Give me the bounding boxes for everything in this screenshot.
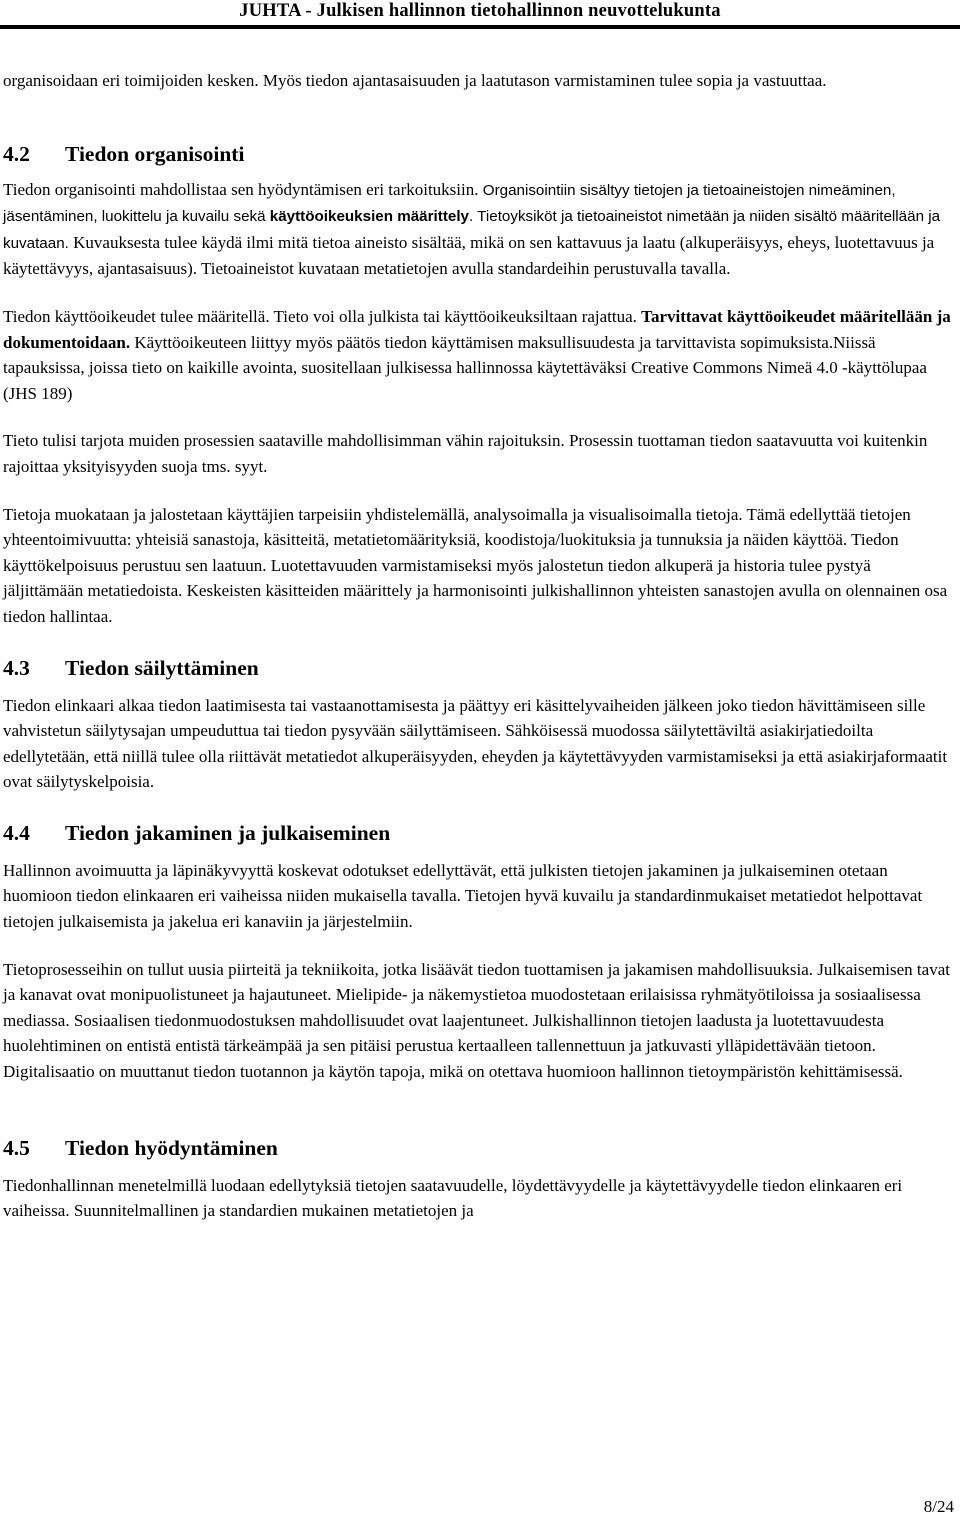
heading-number: 4.3 — [3, 655, 30, 680]
paragraph-organisointi — [3, 177, 953, 282]
document-body — [3, 68, 953, 1224]
paragraph-hyodyntaminen: Tiedonhallinnan menetelmillä luodaan edellytyksiä tietojen saatavuudelle, löydettävyydelle ja käytettävyydelle tiedon elinkaaren eri vaiheissa. Suunnitelmallinen ja standardien mukainen metatietojen ja — [3, 1175, 903, 1221]
heading-number: 4.2 — [3, 141, 30, 166]
heading-4-4 — [3, 820, 953, 846]
text-run: Käyttöoikeuteen liittyy myös päätös tiedon käyttämisen maksullisuudesta ja tarvittavista sopimuksista.Niissä tapauksissa, joissa tieto on kaikille avointa, suositellaan julkisessa hallinnossa käytettäväksi Creative Commons Nimeä 4.0 -käyttölupaa (JHS 189) — [3, 332, 927, 403]
heading-title: Tiedon organisointi — [65, 141, 245, 166]
heading-title: Tiedon säilyttäminen — [65, 655, 259, 680]
page-header: JUHTA - Julkisen hallinnon tietohallinnon neuvottelukunta — [239, 1, 721, 21]
page-number: 8/24 — [923, 1497, 954, 1516]
text-run: Tiedon organisointi mahdollistaa sen hyödyntämisen eri tarkoituksiin. — [3, 179, 483, 199]
heading-number: 4.5 — [3, 1135, 30, 1160]
intro-paragraph: organisoidaan eri toimijoiden kesken. Myös tiedon ajantasaisuuden ja laatutason varmistaminen tulee sopia ja vastuuttaa. — [3, 71, 827, 90]
paragraph-sailyttaminen: Tiedon elinkaari alkaa tiedon laatimisesta tai vastaanottamisesta ja päättyy eri käsittelyvaiheiden jälkeen joko tiedon hävittämiseen sille vahvistetun säilytysajan umpeuduttua tai tiedon pysyvään säilyttämiseen. Sähköisessä muodossa säilytettäviltä asiakirjatiedoilta edellytetään, että niillä tulee olla riittävät metatiedot alkuperäisyyden, eheyden ja käytettävyyden varmistamiseksi ja että asiakirjaformaatit ovat säilytyskelpoisia. — [3, 695, 948, 792]
heading-4-3 — [3, 655, 953, 681]
header-rule — [0, 25, 960, 29]
text-run: Tietoaineistot kuvataan metatietojen avulla standardeihin perustuvalla tavalla. — [197, 259, 731, 279]
text-run: Tiedon käyttöoikeudet tulee määritellä. Tieto voi olla julkista tai käyttöoikeuksiltaan rajattua. — [3, 306, 642, 326]
text-run: Kuvauksesta tulee käydä ilmi mitä tietoa aineisto sisältää, mikä on sen kattavuus ja laatu (alkuperäisyys, eheys, luotettavuus ja käytettävyys, ajantasaisuus). — [3, 232, 935, 279]
text-run-sans: Organisointiin sisältyy tietojen ja tietoaineistojen nimeäminen, jäsentäminen, luokittelu ja kuvailu sekä — [3, 181, 896, 226]
paragraph-saatavuus: Tieto tulisi tarjota muiden prosessien saataville mahdollisimman vähin rajoituksin. Prosessin tuottaman tiedon saatavuutta voi kuitenkin rajoittaa yksityisyyden suoja tms. syyt. — [3, 431, 928, 476]
bold-sentence: Tarvittavat käyttöoikeudet määritellään ja dokumentoidaan. — [3, 306, 951, 352]
heading-4-2 — [3, 141, 953, 167]
bold-term: käyttöoikeuksien määrittely — [269, 208, 469, 226]
paragraph-jalostus: Tietoja muokataan ja jalostetaan käyttäjien tarpeisiin yhdistelemällä, analysoimalla ja visualisoimalla tietoja. Tämä edellyttää tietojen yhteentoimivuutta: yhteisiä sanastoja, käsitteitä, metatietomäärityksiä, koodistoja/luokituksia ja tunnuksia ja näiden käyttöä. Tiedon käyttökelpoisuus perustuu sen laatuun. Luotettavuuden varmistamiseksi myös jalostetun tiedon alkuperä ja historia tulee pystyä jäljittämään metatiedoista. Keskeisten käsitteiden määrittely ja harmonisointi julkishallinnon yhteisten sanastojen avulla on olennainen osa tiedon hallintaa. — [3, 504, 948, 626]
paragraph-avoimuus: Hallinnon avoimuutta ja läpinäkyvyyttä koskevat odotukset edellyttävät, että julkisten tietojen jakaminen ja julkaiseminen otetaan huomioon tiedon elinkaaren eri vaiheissa niiden mukaisella tavalla. Tietojen hyvä kuvailu ja standardinmukaiset metatiedot helpottavat tietojen julkaisemista ja jakelua eri kanaviin ja järjestelmiin. — [3, 860, 923, 932]
heading-4-5 — [3, 1135, 953, 1161]
paragraph-kayttooikeudet — [3, 304, 953, 406]
heading-title: Tiedon jakaminen ja julkaiseminen — [65, 820, 391, 845]
heading-title: Tiedon hyödyntäminen — [65, 1135, 278, 1160]
paragraph-tietoprosessit: Tietoprosesseihin on tullut uusia piirteitä ja tekniikoita, jotka lisäävät tiedon tuottamisen ja jakamisen mahdollisuuksia. Julkaisemisen tavat ja kanavat ovat monipuolistuneet ja hajautuneet. Mielipide- ja näkemystietoa muodostetaan erilaisissa ryhmätyötiloissa ja sosiaalisessa mediassa. Sosiaalisen tiedonmuodostuksen mahdollisuudet ovat laajentuneet. Julkishallinnon tietojen laadusta ja luotettavuudesta huolehtiminen on entistä entistä tärkeämpää ja sen pitäisi perustua kertaalleen tallennettuun ja jatkuvasti ylläpidettävään tietoon. Digitalisaatio on muuttanut tiedon tuotannon ja käytön tapoja, mikä on otettava huomioon hallinnon tietoympäristön kehittämisessä. — [3, 959, 950, 1082]
heading-number: 4.4 — [3, 820, 30, 845]
text-run-sans: . Tietoyksiköt ja tietoaineistot nimetään ja niiden sisältö määritellään ja kuvataan. — [3, 208, 941, 252]
